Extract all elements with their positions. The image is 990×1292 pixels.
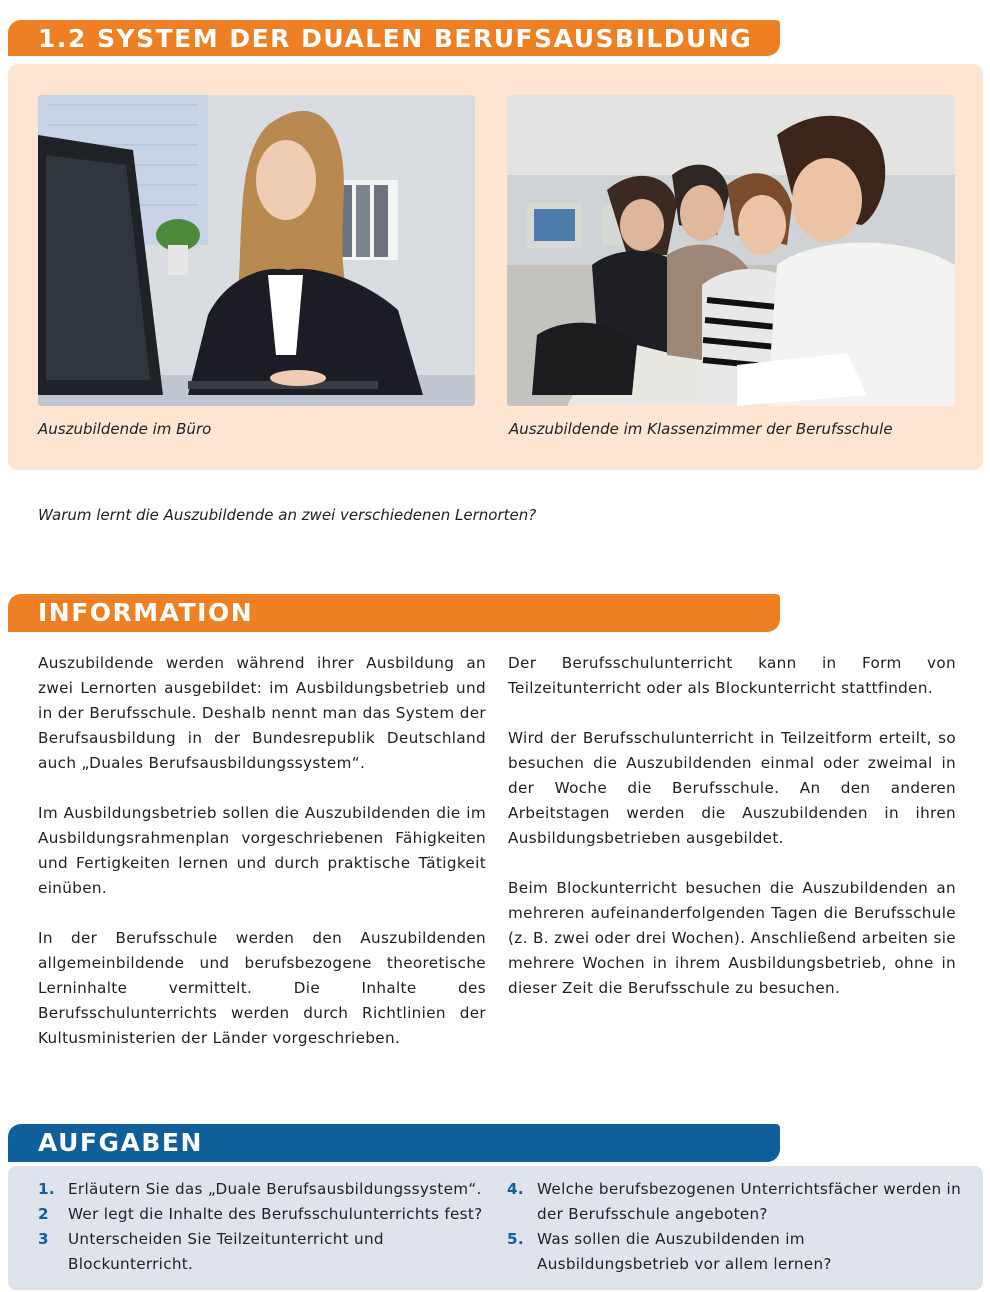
page-title: 1.2 SYSTEM DER DUALEN BERUFSAUSBILDUNG	[38, 24, 753, 53]
tasks-right-list	[507, 1177, 962, 1277]
task-number: 1.	[38, 1180, 55, 1198]
tasks-banner	[8, 1124, 780, 1162]
task-number: 4.	[507, 1180, 524, 1198]
info-paragraph: In der Berufsschule werden den Auszubildenden allgemeinbildende und berufsbezogene theoretische Lerninhalte vermittelt. Die Inhalte des Berufsschulunterrichts werden durch Richtlinien der Kultusministerien der Länder vorgeschrieben.	[38, 929, 486, 1047]
task-text: Unterscheiden Sie Teilzeitunterricht und Blockunterricht.	[68, 1230, 384, 1273]
task-item	[38, 1227, 493, 1277]
task-item	[507, 1177, 962, 1227]
info-paragraph: Der Berufsschulunterricht kann in Form von Teilzeitunterricht oder als Blockunterricht stattfinden.	[508, 654, 956, 697]
information-left-column	[38, 651, 486, 1076]
tasks-left-list	[38, 1177, 493, 1277]
task-text: Was sollen die Auszubildenden im Ausbildungsbetrieb vor allem lernen?	[537, 1230, 832, 1273]
task-text: Wer legt die Inhalte des Berufsschulunterrichts fest?	[68, 1205, 483, 1223]
info-paragraph: Wird der Berufsschulunterricht in Teilzeitform erteilt, so besuchen die Auszubildenden einmal oder zweimal in der Woche die Berufsschule. An den anderen Arbeitstagen werden die Auszubildenden in ihren Ausbildungsbetrieben ausgebildet.	[508, 729, 956, 847]
info-paragraph: Beim Blockunterricht besuchen die Auszubildenden an mehreren aufeinanderfolgenden Tagen die Berufsschule (z. B. zwei oder drei Wochen). Anschließend arbeiten sie mehrere Wochen in ihrem Ausbildungsbetrieb, ohne in dieser Zeit die Berufsschule zu besuchen.	[508, 879, 956, 997]
task-number: 3	[38, 1230, 49, 1248]
classroom-photo-caption: Auszubildende im Klassenzimmer der Berufsschule	[509, 420, 893, 438]
tasks-heading: AUFGABEN	[38, 1128, 203, 1157]
task-item	[38, 1177, 493, 1202]
guiding-question: Warum lernt die Auszubildende an zwei verschiedenen Lernorten?	[38, 506, 537, 524]
photo-panel	[8, 64, 983, 470]
office-photo-caption: Auszubildende im Büro	[38, 420, 212, 438]
task-number: 2	[38, 1205, 49, 1223]
task-text: Welche berufsbezogenen Unterrichtsfächer werden in der Berufsschule angeboten?	[537, 1180, 962, 1223]
info-paragraph: Auszubildende werden während ihrer Ausbildung an zwei Lernorten ausgebildet: im Ausbildungsbetrieb und in der Berufsschule. Deshalb nennt man das System der Berufsausbildung in der Bundesrepublik Deutschland auch „Duales Berufsausbildungssystem“.	[38, 654, 486, 772]
classroom-photo	[507, 95, 955, 406]
information-banner	[8, 594, 780, 632]
information-heading: INFORMATION	[38, 598, 254, 627]
tasks-panel	[8, 1166, 983, 1290]
information-right-column	[508, 651, 956, 1026]
task-item	[507, 1227, 962, 1277]
task-number: 5.	[507, 1230, 524, 1248]
info-paragraph: Im Ausbildungsbetrieb sollen die Auszubildenden die im Ausbildungsrahmenplan vorgeschriebenen Fähigkeiten und Fertigkeiten lernen und durch praktische Tätigkeit einüben.	[38, 804, 486, 897]
section-title-banner	[8, 20, 780, 56]
task-text: Erläutern Sie das „Duale Berufsausbildungssystem“.	[68, 1180, 482, 1198]
office-photo	[38, 95, 475, 406]
task-item	[38, 1202, 493, 1227]
